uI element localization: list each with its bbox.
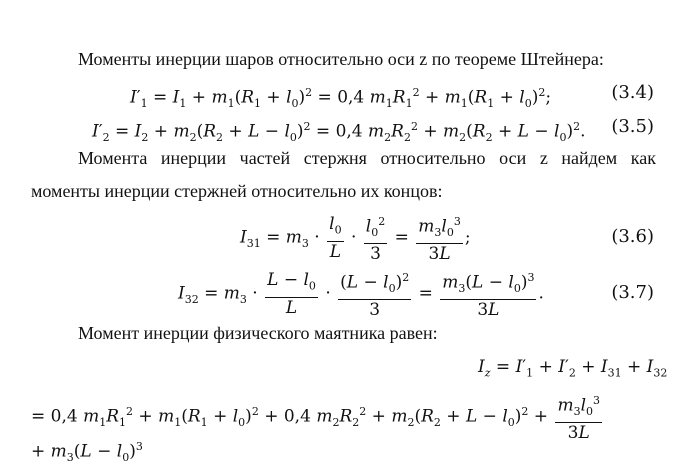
equation-3-4: $I'_1 = I_1 + m_1(R_1 + l_0)^2 = 0,4$ $m_1R_1^2 + m_1(R_1 + l_0)^2$; xyxy=(130,86,552,111)
equation-number-3-5: (3.5) xyxy=(611,116,654,137)
equation-3-6: $I_{31} = m_3$ · $\frac{l_0}{L}$ · $\frac{l_0^2}{3}$ = $\frac{m_3l_0^3}{3L}$ ; xyxy=(240,212,471,266)
paragraph-physical-pendulum: Момент инерции физического маятника равен: xyxy=(78,323,438,343)
paragraph-rod-line1: Момента инерции частей стержня относительно оси z найдем как xyxy=(78,148,656,168)
equation-continuation-cut: + $m_3(L - l_0)^3$ xyxy=(31,440,143,464)
equation-3-7: $I_{32} = m_3$ · $\frac{L - l_0}{L}$ · $\frac{(L - l_0)^2}{3}$ = $\frac{m_3(L - l_0)^3}{3L}$ . xyxy=(178,268,544,322)
equation-number-3-4: (3.4) xyxy=(611,82,654,103)
equation-number-3-6: (3.6) xyxy=(611,226,654,247)
equation-sum: $I_z = I'_1 + I'_2 + I_{31} + I_{32}$ xyxy=(478,357,668,380)
paragraph-steiner: Моменты инерции шаров относительно оси z по теореме Штейнера: xyxy=(78,49,604,69)
equation-number-3-7: (3.7) xyxy=(611,282,654,303)
equation-3-5: $I'_2 = I_2 + m_2(R_2 + L - l_0)^2 = 0,4$ $m_2R_2^2 + m_2(R_2 + L - l_0)^2$. xyxy=(92,120,586,145)
paragraph-rod-line2: моменты инерции стержней относительно их концов: xyxy=(31,181,443,201)
equation-expanded: = 0,4 $m_1R_1^2 + m_1(R_1 + l_0)^2 + 0,4$ $m_2R_2^2 + m_2(R_2 + L - l_0)^2$ + $\frac{m_3l_0^3}{3L}$ xyxy=(31,390,604,445)
